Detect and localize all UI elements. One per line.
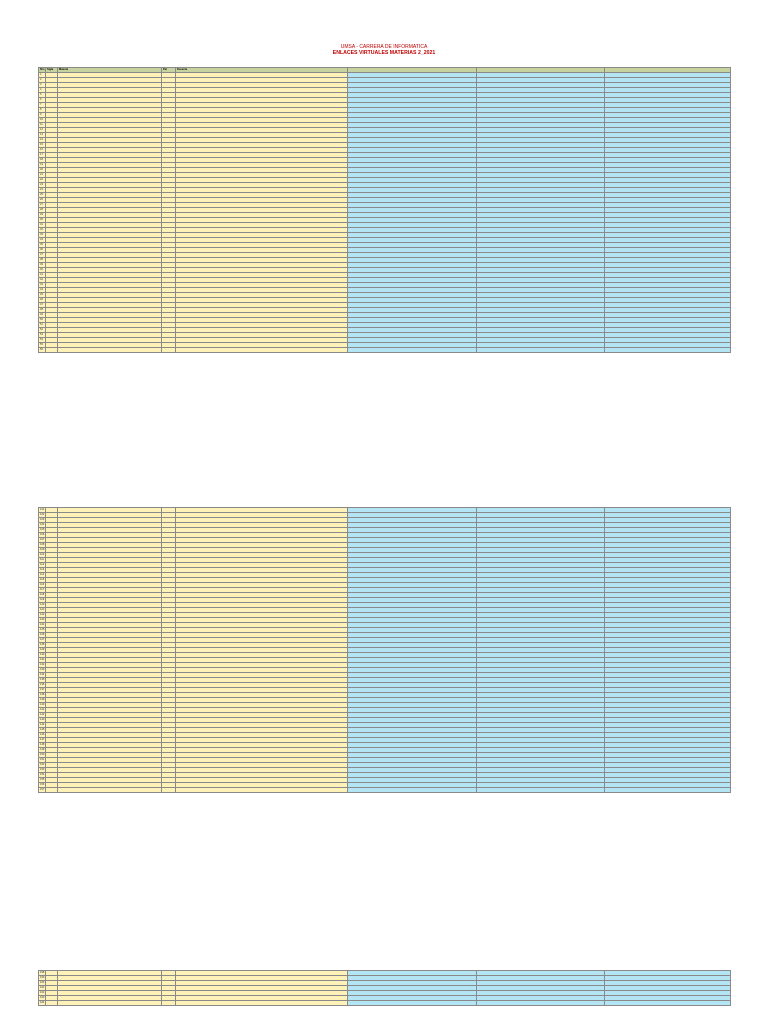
cell-nro: 126 (40, 633, 45, 636)
cell-nro: 27 (39, 202, 46, 207)
cell-nro: 7 (39, 102, 46, 107)
cell-nro: 146 (40, 733, 45, 736)
cell-nro: 117 (40, 588, 45, 591)
cell-nro: 147 (40, 738, 45, 741)
cell-nro: 145 (40, 728, 45, 731)
cell-nro: 11 (39, 122, 46, 127)
cell-nro: 140 (40, 703, 45, 706)
cell-nro: 114 (40, 573, 45, 576)
cell-materia (58, 788, 162, 793)
cell-nro: 161 (40, 986, 45, 989)
cell-nro: 152 (40, 763, 45, 766)
cell-nro: 106 (40, 533, 45, 536)
document-subtitle: ENLACES VIRTUALES MATERIAS 2_2021 (332, 50, 436, 56)
cell-sigla (46, 347, 58, 352)
cell-nro: 2 (39, 77, 46, 82)
cell-nro: 122 (40, 613, 45, 616)
cell-nro: 22 (39, 177, 46, 182)
cell-nro: 32 (39, 227, 46, 232)
cell-nro: 53 (39, 332, 46, 337)
cell-extra-link[interactable] (605, 347, 731, 352)
cell-nro: 139 (40, 698, 45, 701)
cell-nro: 133 (40, 668, 45, 671)
cell-nro: 4 (39, 87, 46, 92)
cell-docente (176, 788, 348, 793)
cell-nro: 25 (39, 192, 46, 197)
cell-nro: 30 (39, 217, 46, 222)
cell-nro: 111 (40, 558, 44, 561)
cell-nro: 47 (39, 302, 46, 307)
cell-nro: 101 (40, 508, 45, 511)
cell-paralelo (162, 788, 176, 793)
cell-nro: 37 (39, 252, 46, 257)
cell-nro: 129 (40, 648, 45, 651)
cell-nro: 36 (39, 247, 46, 252)
cell-nro: 124 (40, 623, 45, 626)
cell-nro: 6 (39, 97, 46, 102)
cell-nro: 159 (40, 976, 45, 979)
cell-nro: 149 (40, 748, 45, 751)
cell-sigla (46, 788, 58, 793)
cell-nro: 103 (40, 518, 45, 521)
cell-nro: 46 (39, 297, 46, 302)
cell-nro: 125 (40, 628, 45, 631)
cell-nro: 163 (40, 996, 45, 999)
cell-nro: 1 (39, 72, 46, 77)
cell-nro: 16 (39, 147, 46, 152)
cell-nro: 18 (39, 157, 46, 162)
cell-nro: 33 (39, 232, 46, 237)
cell-nro: 9 (39, 112, 46, 117)
cell-class-link[interactable] (348, 1001, 477, 1006)
cell-nro: 45 (39, 292, 46, 297)
cell-nro: 156 (40, 783, 45, 786)
cell-sigla (46, 1001, 58, 1006)
cell-nro: 41 (39, 272, 46, 277)
document-header (0, 44, 768, 58)
page-3 (0, 968, 768, 1024)
cell-paralelo (162, 1001, 176, 1006)
cell-nro: 131 (40, 658, 45, 661)
cell-nro: 134 (40, 673, 45, 676)
cell-nro: 151 (40, 758, 45, 761)
cell-nro: 28 (39, 207, 46, 212)
cell-nro: 148 (40, 743, 45, 746)
links-table-page-1 (38, 67, 731, 353)
cell-nro: 35 (39, 242, 46, 247)
cell-nro: 20 (39, 167, 46, 172)
cell-nro: 162 (40, 991, 45, 994)
cell-nro: 141 (40, 708, 45, 711)
cell-nro: 108 (40, 543, 45, 546)
cell-nro: 138 (40, 693, 45, 696)
cell-nro: 17 (39, 152, 46, 157)
table-row (39, 1001, 731, 1006)
column-header-nro: Nro (40, 68, 45, 71)
cell-nro: 130 (40, 653, 45, 656)
cell-nro: 142 (40, 713, 45, 716)
cell-nro: 104 (40, 523, 45, 526)
cell-nro: 118 (40, 593, 45, 596)
cell-extra-link[interactable] (605, 1001, 731, 1006)
cell-nro: 39 (39, 262, 46, 267)
cell-nro: 49 (39, 312, 46, 317)
cell-nro: 26 (39, 197, 46, 202)
table-row (39, 788, 731, 793)
column-header-materia: Materia (58, 68, 162, 73)
cell-nro: 119 (40, 598, 45, 601)
cell-nro: 3 (39, 82, 46, 87)
column-header-docente: Docente (176, 68, 348, 73)
links-table-page-2 (38, 507, 731, 793)
cell-nro: 115 (40, 578, 45, 581)
cell-nro: 112 (40, 563, 45, 566)
cell-nro: 154 (40, 773, 45, 776)
cell-nro: 8 (39, 107, 46, 112)
document-title: UMSA - CARRERA DE INFORMATICA (340, 44, 428, 50)
cell-nro: 43 (39, 282, 46, 287)
cell-nro: 15 (39, 142, 46, 147)
cell-nro: 137 (40, 688, 45, 691)
cell-paralelo (162, 347, 176, 352)
cell-nro: 50 (39, 317, 46, 322)
cell-nro: 105 (40, 528, 45, 531)
cell-docente (176, 1001, 348, 1006)
cell-nro: 116 (40, 583, 45, 586)
cell-nro: 40 (39, 267, 46, 272)
column-header-paralelo: Par (162, 68, 176, 73)
cell-class-link[interactable] (348, 347, 477, 352)
cell-nro: 12 (39, 127, 46, 132)
cell-nro: 52 (39, 327, 46, 332)
cell-nro: 21 (39, 172, 46, 177)
cell-record-link[interactable] (477, 1001, 605, 1006)
cell-nro: 144 (40, 723, 45, 726)
column-header-sigla: Sigla (46, 68, 58, 73)
cell-nro: 132 (40, 663, 45, 666)
links-table-page-3 (38, 970, 731, 1006)
cell-nro: 110 (40, 553, 45, 556)
cell-materia (58, 347, 162, 352)
cell-nro: 23 (39, 182, 46, 187)
cell-nro: 56 (39, 347, 46, 352)
cell-record-link[interactable] (477, 788, 605, 793)
cell-nro: 51 (39, 322, 46, 327)
cell-nro: 24 (39, 187, 46, 192)
cell-class-link[interactable] (348, 788, 477, 793)
cell-nro: 55 (39, 342, 46, 347)
cell-nro: 107 (40, 538, 45, 541)
page-1 (0, 0, 768, 450)
cell-nro: 157 (40, 788, 45, 791)
cell-nro: 13 (39, 132, 46, 137)
cell-nro: 127 (40, 638, 45, 641)
cell-nro: 160 (40, 981, 45, 984)
cell-nro: 136 (40, 683, 45, 686)
cell-nro: 121 (40, 608, 45, 611)
cell-record-link[interactable] (477, 347, 605, 352)
cell-nro: 120 (40, 603, 45, 606)
cell-nro: 48 (39, 307, 46, 312)
table-row (39, 347, 731, 352)
cell-nro: 102 (40, 513, 45, 516)
cell-nro: 5 (39, 92, 46, 97)
cell-nro: 153 (40, 768, 45, 771)
cell-nro: 54 (39, 337, 46, 342)
page-2 (0, 505, 768, 860)
cell-nro: 128 (40, 643, 45, 646)
cell-nro: 150 (40, 753, 45, 756)
cell-nro: 143 (40, 718, 45, 721)
cell-nro: 14 (39, 137, 46, 142)
cell-nro: 158 (40, 971, 45, 974)
cell-nro: 164 (40, 1001, 45, 1004)
cell-nro: 155 (40, 778, 45, 781)
cell-docente (176, 347, 348, 352)
cell-nro: 44 (39, 287, 46, 292)
cell-nro: 10 (39, 117, 46, 122)
cell-nro: 123 (40, 618, 45, 621)
cell-nro: 34 (39, 237, 46, 242)
cell-nro: 135 (40, 678, 45, 681)
cell-nro: 19 (39, 162, 46, 167)
cell-nro: 113 (40, 568, 45, 571)
cell-nro: 42 (39, 277, 46, 282)
cell-nro: 29 (39, 212, 46, 217)
cell-nro: 38 (39, 257, 46, 262)
cell-nro: 31 (39, 222, 46, 227)
cell-extra-link[interactable] (605, 788, 731, 793)
cell-materia (58, 1001, 162, 1006)
cell-nro: 109 (40, 548, 45, 551)
